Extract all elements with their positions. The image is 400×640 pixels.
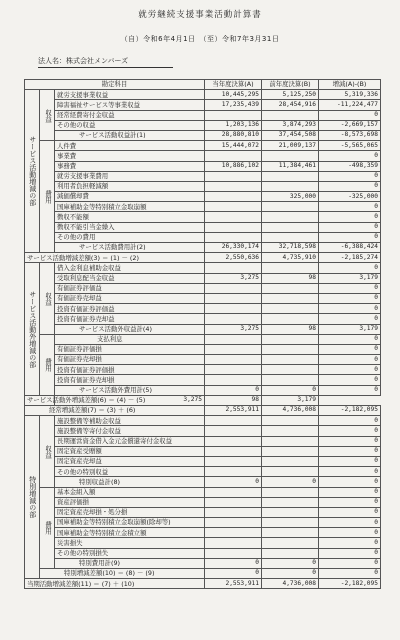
cell-previous: 4,736,008	[262, 406, 319, 416]
table-row	[25, 375, 381, 385]
row-label: その他の特別収益	[55, 467, 205, 477]
cell-previous	[262, 151, 319, 161]
cell-previous: 32,718,598	[262, 243, 319, 253]
cell-diff: 3,179	[262, 395, 319, 405]
cell-diff: 0	[319, 416, 381, 426]
table-row	[25, 161, 381, 171]
document-title: 就労継続支援事業活動計算書	[138, 10, 262, 20]
cell-previous: 98	[262, 324, 319, 334]
cell-diff: 3,179	[319, 273, 381, 283]
cell-previous: 37,454,508	[262, 130, 319, 140]
cell-diff: 0	[319, 569, 381, 579]
cell-diff: 0	[319, 426, 381, 436]
special-expense-label: 費用	[40, 487, 55, 569]
cell-current	[205, 507, 262, 517]
row-label: 当期活動増減差額(11) ＝ (7) ＋ (10)	[25, 579, 205, 589]
cell-diff: 0	[319, 283, 381, 293]
table-row	[25, 202, 381, 212]
cell-previous	[262, 467, 319, 477]
cell-previous	[262, 344, 319, 354]
table-row	[25, 304, 381, 314]
table-header-row	[25, 80, 381, 90]
table-row	[25, 426, 381, 436]
cell-current	[205, 416, 262, 426]
cell-current	[205, 518, 262, 528]
cell-current: 1,203,136	[205, 120, 262, 130]
row-label: サービス活動外増減差額(6) ＝ (4) － (5)	[25, 395, 55, 405]
row-label: 受取利息配当金収益	[55, 273, 205, 283]
row-label: 人件費	[55, 141, 205, 151]
cell-diff: -6,388,424	[319, 243, 381, 253]
cell-diff: -325,000	[319, 192, 381, 202]
cell-previous	[262, 375, 319, 385]
cell-previous	[262, 232, 319, 242]
cell-previous	[262, 355, 319, 365]
nonservice-income-label: 収益	[40, 263, 55, 334]
cell-previous: 0	[262, 569, 319, 579]
cell-diff: -2,182,095	[319, 406, 381, 416]
cell-current	[205, 222, 262, 232]
table-row	[25, 263, 381, 273]
table-row	[25, 212, 381, 222]
row-label: 投資有価証券売却益	[55, 314, 205, 324]
cell-current	[205, 293, 262, 303]
table-row	[25, 314, 381, 324]
table-row	[25, 579, 381, 589]
cell-current	[205, 365, 262, 375]
cell-diff: 0	[319, 171, 381, 181]
cell-previous	[262, 436, 319, 446]
corporation-name: 法人名：株式会社メンバーズ	[38, 56, 173, 68]
cell-current	[205, 232, 262, 242]
cell-diff: 5,319,336	[319, 90, 381, 100]
row-label: 国庫補助金等特別積立金積立額	[55, 528, 205, 538]
row-label: 資産評価損	[55, 497, 205, 507]
cell-current	[205, 467, 262, 477]
row-label: 事務費	[55, 161, 205, 171]
cell-current: 17,235,439	[205, 100, 262, 110]
table-row	[25, 507, 381, 517]
cell-diff: -2,669,157	[319, 120, 381, 130]
cell-diff: 0	[319, 151, 381, 161]
cell-current: 10,886,102	[205, 161, 262, 171]
cell-diff: 0	[319, 456, 381, 466]
cell-diff: -5,565,065	[319, 141, 381, 151]
row-label: 事業費	[55, 151, 205, 161]
row-label: サービス活動費用計(2)	[55, 243, 205, 253]
cell-diff: 0	[319, 507, 381, 517]
table-row	[25, 528, 381, 538]
cell-current: 0	[205, 385, 262, 395]
row-label: 特別収益計(8)	[55, 477, 205, 487]
cell-current	[205, 151, 262, 161]
cell-current: 3,275	[55, 395, 205, 405]
row-label: サービス活動外収益計(4)	[55, 324, 205, 334]
cell-previous	[262, 518, 319, 528]
section-service-label: サービス活動増減の部	[25, 90, 40, 253]
cell-previous	[262, 171, 319, 181]
row-label: 就労支援事業費用	[55, 171, 205, 181]
row-label: 有価証券評価損	[55, 344, 205, 354]
row-label: 災害損失	[55, 538, 205, 548]
table-row	[25, 569, 381, 579]
cell-previous	[262, 365, 319, 375]
row-label: サービス活動外費用計(5)	[55, 385, 205, 395]
cell-previous: 28,454,916	[262, 100, 319, 110]
row-label: 特別増減差額(10) ＝ (8) － (9)	[40, 569, 205, 579]
cell-current: 10,445,295	[205, 90, 262, 100]
cell-diff: 0	[319, 344, 381, 354]
cell-previous	[262, 334, 319, 344]
table-row	[25, 253, 381, 263]
cell-current	[205, 171, 262, 181]
cell-diff: 0	[319, 181, 381, 191]
table-row	[25, 487, 381, 497]
table-row	[25, 334, 381, 344]
cell-previous	[262, 426, 319, 436]
cell-diff: 0	[319, 334, 381, 344]
section-nonservice-label: サービス活動外増減の部	[25, 263, 40, 395]
cell-diff: 0	[319, 446, 381, 456]
cell-current	[205, 344, 262, 354]
cell-previous	[262, 497, 319, 507]
table-row	[25, 416, 381, 426]
row-label: 就労支援事業収益	[55, 90, 205, 100]
row-label: 障害福祉サービス等事業収益	[55, 100, 205, 110]
cell-diff: 0	[319, 375, 381, 385]
fiscal-period: （自）令和6年4月1日 （至）令和7年3月31日	[120, 35, 280, 43]
row-label: 特別費用計(9)	[55, 558, 205, 568]
table-row	[25, 497, 381, 507]
table-row	[25, 243, 381, 253]
row-label: 支払利息	[55, 334, 205, 344]
service-expense-label: 費用	[40, 141, 55, 253]
row-label: その他の収益	[55, 120, 205, 130]
cell-diff: 0	[319, 110, 381, 120]
cell-previous	[262, 212, 319, 222]
cell-current: 0	[205, 558, 262, 568]
table-row	[25, 406, 381, 416]
table-row	[25, 365, 381, 375]
row-label: 施設整備等補助金収益	[55, 416, 205, 426]
cell-diff: 0	[319, 314, 381, 324]
row-label: 投資有価証券売却損	[55, 375, 205, 385]
row-label: 固定資産受贈額	[55, 446, 205, 456]
cell-diff: 0	[319, 355, 381, 365]
table-row	[25, 222, 381, 232]
row-label: 利用者負担軽減額	[55, 181, 205, 191]
row-label: 借入金利息補助金収益	[55, 263, 205, 273]
table-row	[25, 141, 381, 151]
cell-diff: 0	[319, 222, 381, 232]
cell-current: 2,550,636	[205, 253, 262, 263]
table-row	[25, 273, 381, 283]
cell-diff: 0	[319, 385, 381, 395]
cell-previous: 325,000	[262, 192, 319, 202]
cell-diff: 0	[319, 497, 381, 507]
cell-current: 0	[205, 477, 262, 487]
cell-previous	[262, 222, 319, 232]
cell-current	[205, 436, 262, 446]
cell-current	[205, 528, 262, 538]
cell-current: 15,444,072	[205, 141, 262, 151]
header-diff: 増減(A)-(B)	[319, 80, 381, 90]
cell-current	[205, 181, 262, 191]
table-row	[25, 395, 381, 405]
row-label: 長期運営資金借入金元金償還寄付金収益	[55, 436, 205, 446]
cell-diff: 0	[319, 477, 381, 487]
cell-previous: 4,736,008	[262, 579, 319, 589]
cell-previous	[262, 548, 319, 558]
cell-current: 26,330,174	[205, 243, 262, 253]
cell-current	[205, 263, 262, 273]
cell-current: 28,880,810	[205, 130, 262, 140]
row-label: サービス活動増減差額(3) ＝ (1) － (2)	[25, 253, 205, 263]
cell-diff: 0	[319, 293, 381, 303]
row-label: その他の特別損失	[55, 548, 205, 558]
table-row	[25, 548, 381, 558]
row-label: 経常増減差額(7) ＝ (3) ＋ (6)	[25, 406, 205, 416]
cell-previous	[262, 456, 319, 466]
cell-diff: 0	[319, 518, 381, 528]
cell-current	[205, 334, 262, 344]
cell-current: 2,553,911	[205, 406, 262, 416]
row-label: 固定資産売却損・処分損	[55, 507, 205, 517]
service-income-label: 収益	[40, 90, 55, 141]
cell-current	[205, 487, 262, 497]
cell-previous: 98	[262, 273, 319, 283]
table-row	[25, 120, 381, 130]
cell-previous: 0	[262, 477, 319, 487]
cell-current	[205, 497, 262, 507]
cell-previous	[262, 304, 319, 314]
cell-previous: 21,009,137	[262, 141, 319, 151]
cell-current: 2,553,911	[205, 579, 262, 589]
cell-current	[205, 314, 262, 324]
cell-previous	[262, 110, 319, 120]
table-row	[25, 456, 381, 466]
table-row	[25, 293, 381, 303]
table-row	[25, 181, 381, 191]
row-label: 有価証券売却損	[55, 355, 205, 365]
cell-diff: 0	[319, 487, 381, 497]
table-row	[25, 171, 381, 181]
table-row	[25, 344, 381, 354]
cell-previous	[262, 293, 319, 303]
cell-previous: 5,125,250	[262, 90, 319, 100]
cell-previous	[262, 487, 319, 497]
cell-current	[205, 375, 262, 385]
table-row	[25, 100, 381, 110]
row-label: 国庫補助金等特別積立金取崩額(除却等)	[55, 518, 205, 528]
cell-current	[205, 110, 262, 120]
cell-diff: -11,224,477	[319, 100, 381, 110]
cell-diff: 0	[319, 202, 381, 212]
table-row	[25, 283, 381, 293]
cell-previous: 4,735,910	[262, 253, 319, 263]
cell-diff: 0	[319, 263, 381, 273]
cell-current	[205, 538, 262, 548]
table-row	[25, 324, 381, 334]
cell-current	[205, 446, 262, 456]
cell-diff: 0	[319, 436, 381, 446]
row-label: 経常経費寄付金収益	[55, 110, 205, 120]
cell-previous	[262, 181, 319, 191]
cell-previous: 11,384,461	[262, 161, 319, 171]
row-label: 国庫補助金等特別積立金取崩額	[55, 202, 205, 212]
table-row	[25, 467, 381, 477]
cell-previous: 0	[262, 558, 319, 568]
table-row	[25, 538, 381, 548]
cell-diff: 0	[319, 538, 381, 548]
cell-diff: -498,359	[319, 161, 381, 171]
table-row	[25, 446, 381, 456]
row-label: 有価証券売却益	[55, 293, 205, 303]
row-label: サービス活動収益計(1)	[55, 130, 205, 140]
cell-current: 3,275	[205, 273, 262, 283]
row-label: 基本金組入額	[55, 487, 205, 497]
section-special-label: 特別増減の部	[25, 416, 40, 579]
row-label: 固定資産売却益	[55, 456, 205, 466]
cell-diff: 0	[319, 528, 381, 538]
cell-current	[205, 548, 262, 558]
table-row	[25, 130, 381, 140]
cell-previous	[262, 202, 319, 212]
table-row	[25, 518, 381, 528]
cell-current	[205, 202, 262, 212]
table-row	[25, 436, 381, 446]
header-previous: 前年度決算(B)	[262, 80, 319, 90]
cell-diff: -8,573,698	[319, 130, 381, 140]
cell-previous: 3,874,293	[262, 120, 319, 130]
cell-current: 3,275	[205, 324, 262, 334]
cell-diff: 0	[319, 232, 381, 242]
row-label: その他の費用	[55, 232, 205, 242]
table-row	[25, 232, 381, 242]
cell-diff: 0	[319, 304, 381, 314]
cell-diff: 0	[319, 365, 381, 375]
cell-diff: 0	[319, 467, 381, 477]
cell-current	[205, 426, 262, 436]
cell-diff: -2,182,095	[319, 579, 381, 589]
cell-diff: 0	[319, 212, 381, 222]
cell-previous	[262, 507, 319, 517]
row-label: 徴収不能引当金繰入	[55, 222, 205, 232]
table-row	[25, 151, 381, 161]
row-label: 投資有価証券評価益	[55, 304, 205, 314]
table-row	[25, 558, 381, 568]
table-row	[25, 90, 381, 100]
cell-current	[205, 355, 262, 365]
row-label: 徴収不能額	[55, 212, 205, 222]
cell-previous	[262, 528, 319, 538]
nonservice-expense-label: 費用	[40, 334, 55, 395]
cell-previous: 98	[205, 395, 262, 405]
row-label: 有価証券評価益	[55, 283, 205, 293]
row-label: 投資有価証券評価損	[55, 365, 205, 375]
cell-diff: 0	[319, 548, 381, 558]
cell-previous	[262, 263, 319, 273]
cell-current: 0	[205, 569, 262, 579]
cell-diff: 0	[319, 558, 381, 568]
cell-diff: -2,185,274	[319, 253, 381, 263]
cell-previous: 0	[262, 385, 319, 395]
table-row	[25, 192, 381, 202]
cell-previous	[262, 283, 319, 293]
special-income-label: 収益	[40, 416, 55, 487]
header-current: 当年度決算(A)	[205, 80, 262, 90]
table-row	[25, 385, 381, 395]
cell-current	[205, 456, 262, 466]
header-subject: 勘定科目	[25, 80, 205, 90]
cell-current	[205, 283, 262, 293]
cell-previous	[262, 446, 319, 456]
activity-statement-table	[24, 79, 381, 589]
row-label: 減価償却費	[55, 192, 205, 202]
cell-previous	[262, 538, 319, 548]
table-row	[25, 110, 381, 120]
row-label: 施設整備等寄付金収益	[55, 426, 205, 436]
cell-current	[205, 212, 262, 222]
table-row	[25, 355, 381, 365]
cell-diff: 3,179	[319, 324, 381, 334]
cell-previous	[262, 416, 319, 426]
cell-previous	[262, 314, 319, 324]
cell-current	[205, 192, 262, 202]
cell-current	[205, 304, 262, 314]
table-row	[25, 477, 381, 487]
